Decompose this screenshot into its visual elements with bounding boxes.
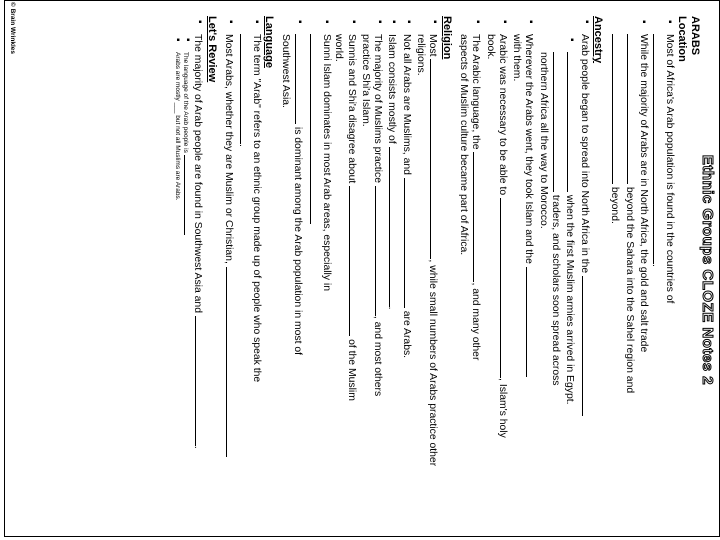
location-b2a: While the majority of Arabs are in North Africa, the gold and salt trade xyxy=(637,34,649,353)
religion-b1c: religions. xyxy=(415,34,427,76)
ancestry-b3b: , Islam's holy xyxy=(496,378,508,438)
list-item xyxy=(359,16,371,521)
religion-b2a: Not all Arabs are Muslims, and xyxy=(400,34,412,175)
language-b2: Most Arabs, whether they are Muslim or Christian, xyxy=(222,34,234,264)
list-item xyxy=(496,16,510,521)
list-item xyxy=(549,16,563,521)
arabs-heading: ARABS xyxy=(689,16,701,56)
review-list xyxy=(173,16,205,521)
ancestry-b4a: The Arabic language, the xyxy=(470,34,482,150)
religion-b2b: are Arabs. xyxy=(400,310,412,359)
religion-b4c: practice Shi'a Islam. xyxy=(359,34,371,127)
copyright-footer: © Brain Wrinkles xyxy=(9,2,16,54)
religion-b3b: . xyxy=(386,306,398,310)
page-title: Ethnic Groups CLOZE Notes 2 xyxy=(699,154,716,386)
ancestry-b1b: when the first Muslim armies arrived in Egypt. xyxy=(564,194,576,405)
blank xyxy=(349,186,359,336)
religion-b3a: Islam consists mostly of xyxy=(386,34,398,144)
list-item: ▪ Most of Africa's Arab population is found in the countries of . xyxy=(649,16,676,521)
ancestry-b2b: with them. xyxy=(511,34,523,82)
religion-b1a: Most xyxy=(427,34,439,57)
list-item xyxy=(622,16,636,521)
religion-b5a: Sunnis and Shi'a disagree about xyxy=(345,34,357,184)
blank xyxy=(553,52,563,192)
list-item xyxy=(510,16,522,521)
list-item xyxy=(305,16,319,521)
blank xyxy=(375,186,385,316)
list-item xyxy=(563,16,577,521)
list-item xyxy=(536,16,548,521)
list-item xyxy=(222,16,236,521)
language-list xyxy=(222,16,263,521)
list-item xyxy=(457,16,469,521)
religion-b5c: world. xyxy=(333,34,345,62)
language-b1a: The term "Arab" refers to an ethnic group made up of people who speak the xyxy=(251,34,263,383)
review-heading: Let's Review xyxy=(205,16,218,83)
list-item xyxy=(637,16,649,521)
list-item xyxy=(279,16,291,521)
blank xyxy=(500,198,510,378)
religion-b7b: Southwest Asia. xyxy=(280,34,292,108)
blank xyxy=(240,34,250,144)
list-item xyxy=(483,16,495,521)
ancestry-b4b: , and many other xyxy=(470,282,482,361)
religion-list xyxy=(279,16,441,521)
religion-b4a: The majority of Muslims practice xyxy=(372,34,384,183)
blank xyxy=(473,152,483,282)
list-item xyxy=(173,16,181,521)
religion-b4b: , and most others xyxy=(372,315,384,397)
ancestry-b4c: aspects of Muslim culture became part of Africa. xyxy=(457,34,469,256)
blank xyxy=(310,34,320,224)
location-b2c: beyond. xyxy=(609,186,621,224)
blank xyxy=(184,155,191,235)
review-b3b: Muslims are Arabs. xyxy=(174,145,182,201)
location-list xyxy=(608,16,675,521)
ancestry-b3a: Arabic was necessary to be able to xyxy=(496,34,508,196)
list-item xyxy=(426,16,440,521)
list-item: . xyxy=(236,16,250,521)
review-b1: The majority of Arab people are found in Southwest Asia and xyxy=(192,34,204,313)
blank xyxy=(195,316,205,446)
ancestry-b1c: traders, and scholars soon spread across xyxy=(550,194,562,386)
ancestry-b1a: Arab people began to spread into North Africa in the xyxy=(578,34,590,274)
review-b3a: Arabs are mostly ___ but not all xyxy=(174,52,182,144)
list-item xyxy=(181,16,191,521)
location-heading: Location xyxy=(675,16,688,62)
list-item xyxy=(469,16,483,521)
location-b1: Most of Africa's Arab population is found in the countries of xyxy=(664,34,676,304)
blank xyxy=(582,276,592,416)
blank xyxy=(653,34,663,264)
religion-b1b: , while small numbers of Arabs practice other xyxy=(427,259,439,467)
blank xyxy=(567,52,577,192)
list-item xyxy=(577,16,591,521)
list-item xyxy=(371,16,385,521)
list-item xyxy=(385,16,399,521)
blank xyxy=(295,34,305,124)
ancestry-list xyxy=(457,16,592,521)
religion-b7a: is dominant among the Arab population in most of xyxy=(292,126,304,356)
list-item xyxy=(522,16,536,521)
blank xyxy=(627,34,637,184)
notes-body xyxy=(173,16,702,521)
blank xyxy=(404,178,414,308)
blank xyxy=(430,59,440,259)
religion-heading: Religion xyxy=(440,16,453,60)
ancestry-heading: Ancestry xyxy=(591,16,604,64)
list-item: ▪ The majority of Arab people are found in Southwest Asia and . xyxy=(191,16,205,521)
list-item xyxy=(608,16,622,521)
religion-b5b: of the Muslim xyxy=(345,339,357,401)
list-item xyxy=(332,16,344,521)
list-item xyxy=(414,16,426,521)
review-b2a: The language of the Arab people is xyxy=(182,52,190,153)
list-item xyxy=(320,16,332,521)
list-item xyxy=(344,16,358,521)
list-item xyxy=(250,16,262,521)
blank xyxy=(389,147,399,307)
ancestry-b1d: northern Africa all the way to Morocco. xyxy=(537,52,549,229)
blank xyxy=(612,34,622,184)
location-b2b: beyond the Sahara into the Sahel region and xyxy=(623,186,635,394)
blank xyxy=(226,267,236,457)
religion-b6: Sunni Islam dominates in most Arab areas, especially in xyxy=(320,34,332,292)
ancestry-b2a: Wherever the Arabs went, they took Islam and the xyxy=(523,34,535,264)
ancestry-b3c: book. xyxy=(484,34,496,60)
blank xyxy=(526,267,536,377)
list-item xyxy=(291,16,305,521)
language-heading: Language xyxy=(262,16,275,68)
list-item xyxy=(399,16,413,521)
